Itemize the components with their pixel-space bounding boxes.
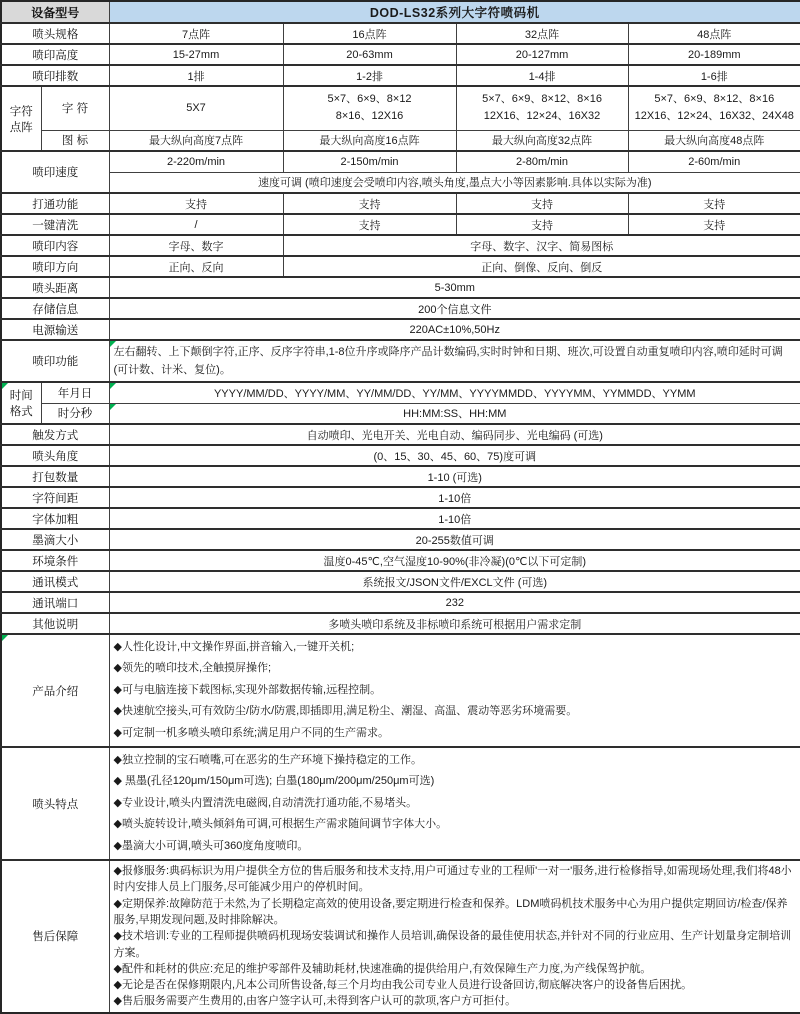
row-other-note [1, 613, 800, 634]
label-print-speed: 喷印速度 [1, 151, 109, 193]
value-punch-through-1: 支持 [109, 193, 283, 214]
row-head-distance [1, 277, 800, 298]
device-model-label: 设备型号 [1, 1, 109, 23]
head-features-bullet: ◆ 黑墨(孔径120μm/150μm可选); 白墨(180μm/200μm/250μm可选) [113, 775, 435, 788]
product-intro-bullet: ◆领先的喷印技术,全触摸屏操作; [113, 662, 272, 675]
value-print-speed-4: 2-60m/min [628, 151, 800, 172]
row-head-angle [1, 445, 800, 466]
label-drop-size: 墨滴大小 [1, 529, 109, 550]
head-features-bullet: ◆独立控制的宝石喷嘴,可在恶劣的生产环境下操持稳定的工作。 [113, 754, 423, 767]
label-product-intro: 产品介绍 [1, 634, 109, 747]
product-intro-bullet: ◆人性化设计,中文操作界面,拼音输入,一键开关机; [113, 641, 355, 653]
value-environment: 温度0-45℃,空气湿度10-90%(非冷凝)(0℃以下可定制) [109, 550, 800, 571]
label-punch-through: 打通功能 [1, 193, 109, 214]
label-date-format: 年月日 [41, 382, 109, 403]
after-sale-bullet: ◆无论是否在保修期限内,凡本公司所售设备,每三个月均由我公司专业人员进行设备回访,彻底解决客户的设备售后困扰。 [113, 979, 693, 992]
row-print-direction [1, 256, 800, 277]
value-head-distance: 5-30mm [109, 277, 800, 298]
label-dot-char: 字 符 [41, 86, 109, 130]
label-time-hms: 时分秒 [41, 403, 109, 424]
row-dot-char [1, 86, 800, 130]
value-storage-info: 200个信息文件 [109, 298, 800, 319]
value-dot-icon-1: 最大纵向高度7点阵 [109, 130, 283, 151]
row-storage-info [1, 298, 800, 319]
label-head-features: 喷头特点 [1, 747, 109, 860]
row-font-bold [1, 508, 800, 529]
after-sale-bullet: ◆定期保养:故障防范于未然,为了长期稳定高效的使用设备,要定期进行检查和保养。LDM喷码机技术服务中心为用户提供定期回访/检查/保养服务,早期发现问题,及时排除解决。 [113, 897, 788, 926]
value-print-height-3: 20-127mm [456, 44, 628, 65]
value-nozzle-spec-2: 16点阵 [283, 23, 456, 44]
dot-char-4-line2: 12X16、12×24、16X32、24X48 [634, 110, 794, 123]
label-comm-mode: 通讯模式 [1, 571, 109, 592]
value-print-speed-2: 2-150m/min [283, 151, 456, 172]
label-time-format-group: 时间格式 [1, 382, 41, 424]
row-print-height [1, 44, 800, 65]
dot-char-3-line1: 5×7、6×9、8×12、8×16 [482, 93, 602, 106]
value-one-key-clean-1: / [109, 214, 283, 235]
value-print-direction-1: 正向、反向 [109, 256, 283, 277]
row-speed-note [1, 172, 800, 193]
value-power-supply: 220AC±10%,50Hz [109, 319, 800, 340]
label-print-rows: 喷印排数 [1, 65, 109, 86]
row-print-speed [1, 151, 800, 172]
product-intro-bullet: ◆可与电脑连接下载图标,实现外部数据传输,远程控制。 [113, 683, 382, 696]
value-print-direction-rest: 正向、倒像、反向、倒反 [283, 256, 800, 277]
after-sale-bullet: ◆配件和耗材的供应:充足的维护零部件及辅助耗材,快速准确的提供给用户,有效保障生产力度,为产线保驾护航。 [113, 962, 652, 975]
label-dot-matrix-group: 字符点阵 [1, 86, 41, 151]
value-print-height-4: 20-189mm [628, 44, 800, 65]
label-font-bold: 字体加粗 [1, 508, 109, 529]
label-other-note: 其他说明 [1, 613, 109, 634]
label-storage-info: 存储信息 [1, 298, 109, 319]
label-print-content: 喷印内容 [1, 235, 109, 256]
value-product-intro [109, 634, 800, 747]
value-time-hms: HH:MM:SS、HH:MM [109, 403, 800, 424]
label-trigger-mode: 触发方式 [1, 424, 109, 445]
value-dot-char-4 [628, 86, 800, 130]
label-print-direction: 喷印方向 [1, 256, 109, 277]
row-punch-through [1, 193, 800, 214]
value-package-qty: 1-10 (可选) [109, 466, 800, 487]
dot-char-3-line2: 12X16、12×24、16X32 [483, 110, 601, 123]
value-print-content-rest: 字母、数字、汉字、简易图标 [283, 235, 800, 256]
head-features-bullet: ◆喷头旋转设计,喷头倾斜角可调,可根据生产需求随间调节字体大小。 [113, 818, 448, 831]
label-package-qty: 打包数量 [1, 466, 109, 487]
value-print-rows-2: 1-2排 [283, 65, 456, 86]
value-trigger-mode: 自动喷印、光电开关、光电自动、编码同步、光电编码 (可选) [109, 424, 800, 445]
label-char-spacing: 字符间距 [1, 487, 109, 508]
value-print-rows-1: 1排 [109, 65, 283, 86]
value-after-sale [109, 860, 800, 1013]
dot-char-2-line2: 8×16、12X16 [335, 110, 404, 123]
row-char-spacing [1, 487, 800, 508]
after-sale-bullet: ◆技术培训:专业的工程师提供喷码机现场安装调试和操作人员培训,确保设备的最佳使用状态,并针对不同的行业应用、生产计划量身定制培训方案。 [113, 930, 792, 959]
label-nozzle-spec: 喷头规格 [1, 23, 109, 44]
value-one-key-clean-3: 支持 [456, 214, 628, 235]
label-environment: 环境条件 [1, 550, 109, 571]
row-product-intro [1, 634, 800, 747]
device-model-title: DOD-LS32系列大字符喷码机 [109, 1, 800, 23]
value-dot-icon-4: 最大纵向高度48点阵 [628, 130, 800, 151]
row-head-features [1, 747, 800, 860]
value-dot-char-2 [283, 86, 456, 130]
label-power-supply: 电源输送 [1, 319, 109, 340]
dot-char-4-line1: 5×7、6×9、8×12、8×16 [654, 93, 775, 106]
value-dot-char-3 [456, 86, 628, 130]
value-print-function: 左右翻转、上下颠倒字符,正序、反序字符串,1-8位升序或降序产品计数编码,实时时钟和日期、班次,可设置自动重复喷印内容,喷印延时可调(可计数、计米、复位)。 [109, 340, 800, 382]
value-print-speed-1: 2-220m/min [109, 151, 283, 172]
value-drop-size: 20-255数值可调 [109, 529, 800, 550]
label-dot-icon: 图 标 [41, 130, 109, 151]
row-print-function [1, 340, 800, 382]
value-dot-char-1: 5X7 [109, 86, 283, 130]
row-dot-icon [1, 130, 800, 151]
value-comm-port: 232 [109, 592, 800, 613]
row-power-supply [1, 319, 800, 340]
value-print-rows-4: 1-6排 [628, 65, 800, 86]
row-date-format [1, 382, 800, 403]
row-device-model [1, 1, 800, 23]
head-features-bullet: ◆专业设计,喷头内置清洗电磁阀,自动清洗打通功能,不易堵头。 [113, 796, 418, 809]
value-one-key-clean-4: 支持 [628, 214, 800, 235]
product-intro-bullet: ◆可定制一机多喷头喷印系统;满足用户不同的生产需求。 [113, 726, 390, 739]
label-print-function: 喷印功能 [1, 340, 109, 382]
row-comm-port [1, 592, 800, 613]
product-intro-bullet: ◆快速航空接头,可有效防尘/防水/防震,即插即用,满足粉尘、潮湿、高温、震动等恶劣环境需要。 [113, 705, 578, 718]
value-print-speed-3: 2-80m/min [456, 151, 628, 172]
value-print-rows-3: 1-4排 [456, 65, 628, 86]
label-head-distance: 喷头距离 [1, 277, 109, 298]
value-nozzle-spec-3: 32点阵 [456, 23, 628, 44]
value-one-key-clean-2: 支持 [283, 214, 456, 235]
value-punch-through-3: 支持 [456, 193, 628, 214]
value-nozzle-spec-1: 7点阵 [109, 23, 283, 44]
value-font-bold: 1-10倍 [109, 508, 800, 529]
head-features-bullet: ◆墨滴大小可调,喷头可360度角度喷印。 [113, 839, 309, 852]
value-date-format: YYYY/MM/DD、YYYY/MM、YY/MM/DD、YY/MM、YYYYMMDD、YYYYMM、YYMMDD、YYMM [109, 382, 800, 403]
row-environment [1, 550, 800, 571]
value-print-height-1: 15-27mm [109, 44, 283, 65]
value-nozzle-spec-4: 48点阵 [628, 23, 800, 44]
row-drop-size [1, 529, 800, 550]
row-comm-mode [1, 571, 800, 592]
value-comm-mode: 系统报文/JSON文件/EXCL文件 (可选) [109, 571, 800, 592]
row-print-content [1, 235, 800, 256]
label-comm-port: 通讯端口 [1, 592, 109, 613]
row-one-key-clean [1, 214, 800, 235]
value-dot-icon-3: 最大纵向高度32点阵 [456, 130, 628, 151]
value-head-features [109, 747, 800, 860]
row-nozzle-spec [1, 23, 800, 44]
value-punch-through-2: 支持 [283, 193, 456, 214]
value-head-angle: (0、15、30、45、60、75)度可调 [109, 445, 800, 466]
after-sale-bullet: ◆报修服务:典码标识为用户提供全方位的售后服务和技术支持,用户可通过专业的工程师'一对一'服务,进行检修指导,如需现场处理,我们将48小时内安排人员上门服务,尽可能减少用户的停机时间。 [113, 865, 792, 894]
row-trigger-mode [1, 424, 800, 445]
label-after-sale: 售后保障 [1, 860, 109, 1013]
value-speed-note: 速度可调 (喷印速度会受喷印内容,喷头角度,墨点大小等因素影响.具体以实际为准) [109, 172, 800, 193]
row-print-rows [1, 65, 800, 86]
row-after-sale [1, 860, 800, 1013]
value-print-height-2: 20-63mm [283, 44, 456, 65]
value-punch-through-4: 支持 [628, 193, 800, 214]
label-print-height: 喷印高度 [1, 44, 109, 65]
value-dot-icon-2: 最大纵向高度16点阵 [283, 130, 456, 151]
value-print-content-1: 字母、数字 [109, 235, 283, 256]
row-time-hms [1, 403, 800, 424]
value-other-note: 多喷头喷印系统及非标喷印系统可根据用户需求定制 [109, 613, 800, 634]
label-head-angle: 喷头角度 [1, 445, 109, 466]
label-one-key-clean: 一键清洗 [1, 214, 109, 235]
value-char-spacing: 1-10倍 [109, 487, 800, 508]
dot-char-2-line1: 5×7、6×9、8×12 [327, 93, 412, 106]
after-sale-bullet: ◆售后服务需要产生费用的,由客户签字认可,未得到客户认可的款项,客户方可拒付。 [113, 995, 517, 1008]
row-package-qty [1, 466, 800, 487]
